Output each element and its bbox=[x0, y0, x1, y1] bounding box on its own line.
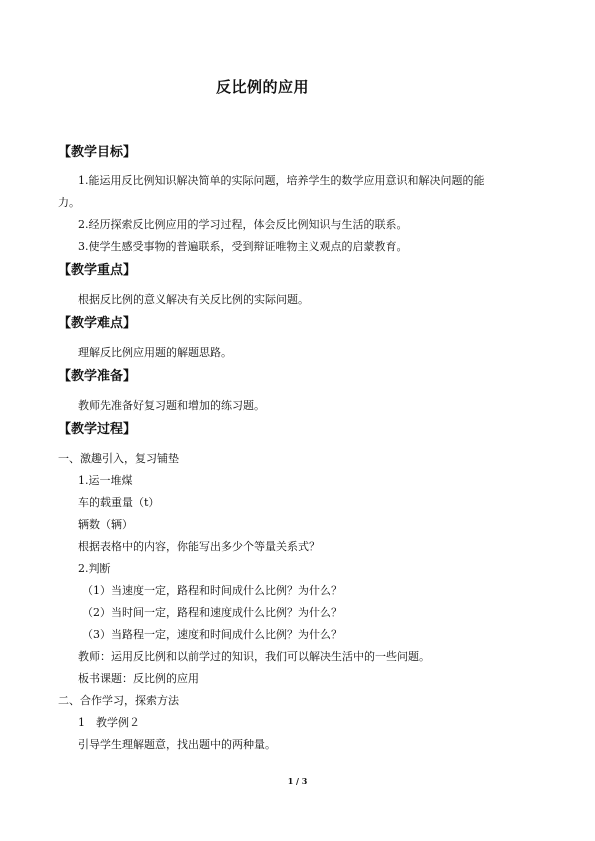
objective-line: 3.使学生感受事物的普遍联系，受到辩证唯物主义观点的启蒙教育。 bbox=[78, 240, 408, 253]
process-line: 辆数（辆） bbox=[78, 518, 133, 531]
page-number: 1 / 3 bbox=[287, 776, 308, 786]
objective-line: 力。 bbox=[58, 196, 80, 209]
process-line: 教师：运用反比例和以前学过的知识，我们可以解决生活中的一些问题。 bbox=[78, 650, 430, 663]
process-question: （3）当路程一定，速度和时间成什么比例？为什么？ bbox=[82, 628, 342, 641]
heading-key-points: 【教学重点】 bbox=[58, 263, 137, 278]
process-line: 1 教学例２ bbox=[78, 716, 140, 729]
objective-line: 2.经历探索反比例应用的学习过程，体会反比例知识与生活的联系。 bbox=[78, 218, 408, 231]
objective-line: 1.能运用反比例知识解决简单的实际问题，培养学生的数学应用意识和解决问题的能 bbox=[78, 174, 485, 187]
process-line: 板书课题：反比例的应用 bbox=[78, 672, 199, 685]
difficulties-text: 理解反比例应用题的解题思路。 bbox=[78, 346, 232, 359]
heading-difficulties: 【教学难点】 bbox=[58, 316, 137, 331]
document-title: 反比例的应用 bbox=[215, 78, 309, 96]
process-question: （1）当速度一定，路程和时间成什么比例？为什么？ bbox=[82, 584, 342, 597]
key-points-text: 根据反比例的意义解决有关反比例的实际问题。 bbox=[78, 293, 309, 306]
process-section-title: 一、激趣引入，复习铺垫 bbox=[58, 452, 179, 465]
heading-objectives: 【教学目标】 bbox=[58, 145, 137, 160]
preparation-text: 教师先准备好复习题和增加的练习题。 bbox=[78, 399, 265, 412]
process-question: （2）当时间一定，路程和速度成什么比例？为什么？ bbox=[82, 606, 342, 619]
heading-preparation: 【教学准备】 bbox=[58, 369, 137, 384]
process-section-title: 二、合作学习，探索方法 bbox=[58, 694, 179, 707]
process-line: 2.判断 bbox=[78, 562, 111, 575]
process-line: 根据表格中的内容，你能写出多少个等量关系式？ bbox=[78, 540, 320, 553]
process-line: 车的载重量（t） bbox=[78, 496, 160, 509]
process-line: 1.运一堆煤 bbox=[78, 474, 133, 487]
heading-process: 【教学过程】 bbox=[58, 422, 137, 437]
process-line: 引导学生理解题意，找出题中的两种量。 bbox=[78, 738, 276, 751]
